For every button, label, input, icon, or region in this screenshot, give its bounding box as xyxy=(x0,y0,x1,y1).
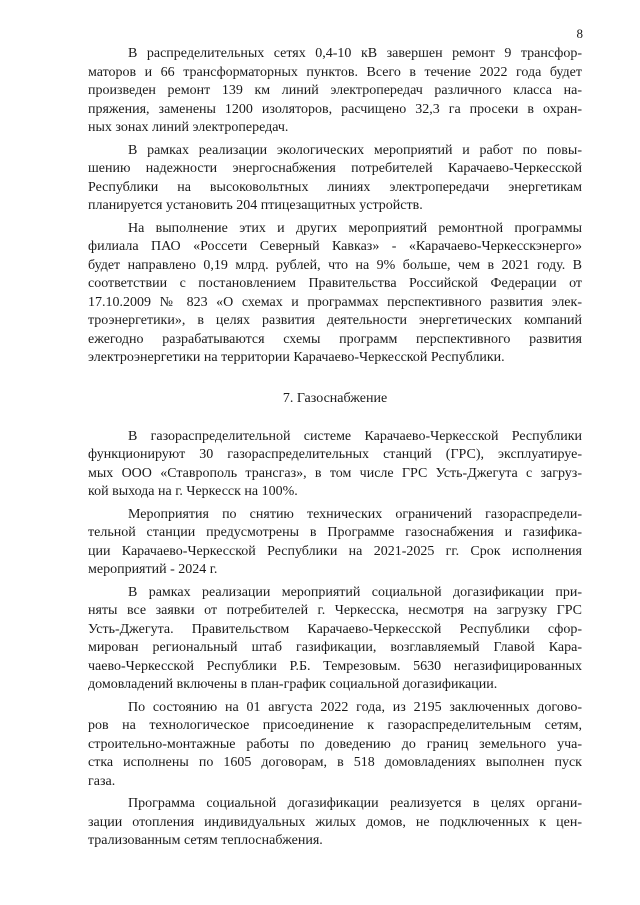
text-line: планируется установить 204 птицезащитных устройств. xyxy=(88,198,423,213)
text-line: На выполнение этих и других мероприятий ремонтной программы xyxy=(128,220,582,236)
text-line: пряжения, заменены 1200 изоляторов, расчищено 32,3 га просеки в охран- xyxy=(88,101,582,117)
text-line: няты все заявки от потребителей г. Черкесска, несмотря на загрузку ГРС xyxy=(88,603,582,618)
text-line: В распределительных сетях 0,4-10 кВ завершен ремонт 9 трансфор- xyxy=(128,46,582,61)
text-line: Республики на высоковольтных линиях электропередачи энергетикам xyxy=(88,179,582,195)
text-line: шению надежности энергоснабжения потребителей Карачаево-Черкесской xyxy=(88,161,582,176)
text-line: зации отопления индивидуальных жилых домов, не подключенных к цен- xyxy=(88,814,582,830)
paragraph xyxy=(88,506,582,580)
text-line: ных зонах линий электропередач. xyxy=(88,120,289,135)
text-line: строительно-монтажные работы по доведению до границ земельного уча- xyxy=(88,736,582,752)
paragraph xyxy=(88,142,582,216)
document-body xyxy=(88,45,582,851)
section-title: 7. Газоснабжение xyxy=(282,390,388,406)
page-number: 8 xyxy=(576,26,583,41)
text-line: соответствии с постановлением Правительства Российской Федерации от xyxy=(88,276,582,291)
text-line: ров на технологическое присоединение к газораспределительным сетям, xyxy=(88,718,582,733)
text-line: произведен ремонт 139 км линий электропередач различного класса на- xyxy=(88,83,582,98)
paragraph xyxy=(88,428,582,502)
paragraph xyxy=(88,795,582,851)
text-line: чаево-Черкесской Республики Р.Б. Темрезовым. 5630 негазифицированных xyxy=(88,658,582,674)
text-line: В рамках реализации экологических мероприятий и работ по повы- xyxy=(128,142,582,158)
text-line: В рамках реализации мероприятий социальной догазификации при- xyxy=(128,584,582,600)
text-line: троэнергетики», в целях развития деятельности энергетических компаний xyxy=(88,313,582,328)
text-line: По состоянию на 01 августа 2022 года, из 2195 заключенных догово- xyxy=(128,699,582,715)
text-line: Программа социальной догазификации реализуется в целях органи- xyxy=(128,796,582,811)
paragraph xyxy=(88,220,582,368)
text-line: кой выхода на г. Черкесск на 100%. xyxy=(88,484,298,499)
text-line: тельной станции предусмотрены в Программе газоснабжения и газифика- xyxy=(88,525,582,540)
gas-supply-section xyxy=(88,428,582,851)
text-line: филиала ПАО «Россети Северный Кавказ» - «Карачаево-Черкесскэнерго» xyxy=(88,239,582,254)
text-line: Мероприятия по снятию технических ограничений газораспредели- xyxy=(128,506,582,522)
paragraph xyxy=(88,584,582,695)
text-line: В газораспределительной системе Карачаево-Черкесской Республики xyxy=(128,428,582,444)
text-line: ции Карачаево-Черкесской Республики на 2021-2025 гг. Срок исполнения xyxy=(88,543,582,559)
text-line: будет направлено 0,19 млрд. рублей, что на 9% больше, чем в 2021 году. В xyxy=(88,257,582,273)
paragraph xyxy=(88,699,582,792)
text-line: мероприятий - 2024 г. xyxy=(88,562,218,577)
text-line: трализованным сетям теплоснабжения. xyxy=(88,833,323,848)
text-line: домовладений включены в план-график социальной догазификации. xyxy=(88,677,498,692)
text-line: мирован региональный штаб газификации, возглавляемый Главой Кара- xyxy=(88,640,582,655)
text-line: 17.10.2009 № 823 «О схемах и программах перспективного развития элек- xyxy=(88,294,582,310)
text-line: газа. xyxy=(88,773,116,789)
paragraph xyxy=(88,45,582,138)
text-line: маторов и 66 трансформаторных пунктов. Всего в течение 2022 года будет xyxy=(88,64,582,80)
text-line: ежегодно разрабатываются схемы программ перспективного развития xyxy=(88,331,582,347)
text-line: функционируют 30 газораспределительных станций (ГРС), эксплуатируе- xyxy=(88,447,582,462)
text-line: стка исполнены по 1605 договорам, в 518 домовладениях выполнен пуск xyxy=(88,755,582,770)
text-line: Усть-Джегута. Правительством Карачаево-Черкесской Республики сфор- xyxy=(88,621,582,637)
electricity-section xyxy=(88,45,582,368)
text-line: мых ООО «Ставрополь трансгаз», в том числе ГРС Усть-Джегута с загруз- xyxy=(88,465,582,481)
text-line: электроэнергетики на территории Карачаево-Черкесской Республики. xyxy=(88,350,505,365)
